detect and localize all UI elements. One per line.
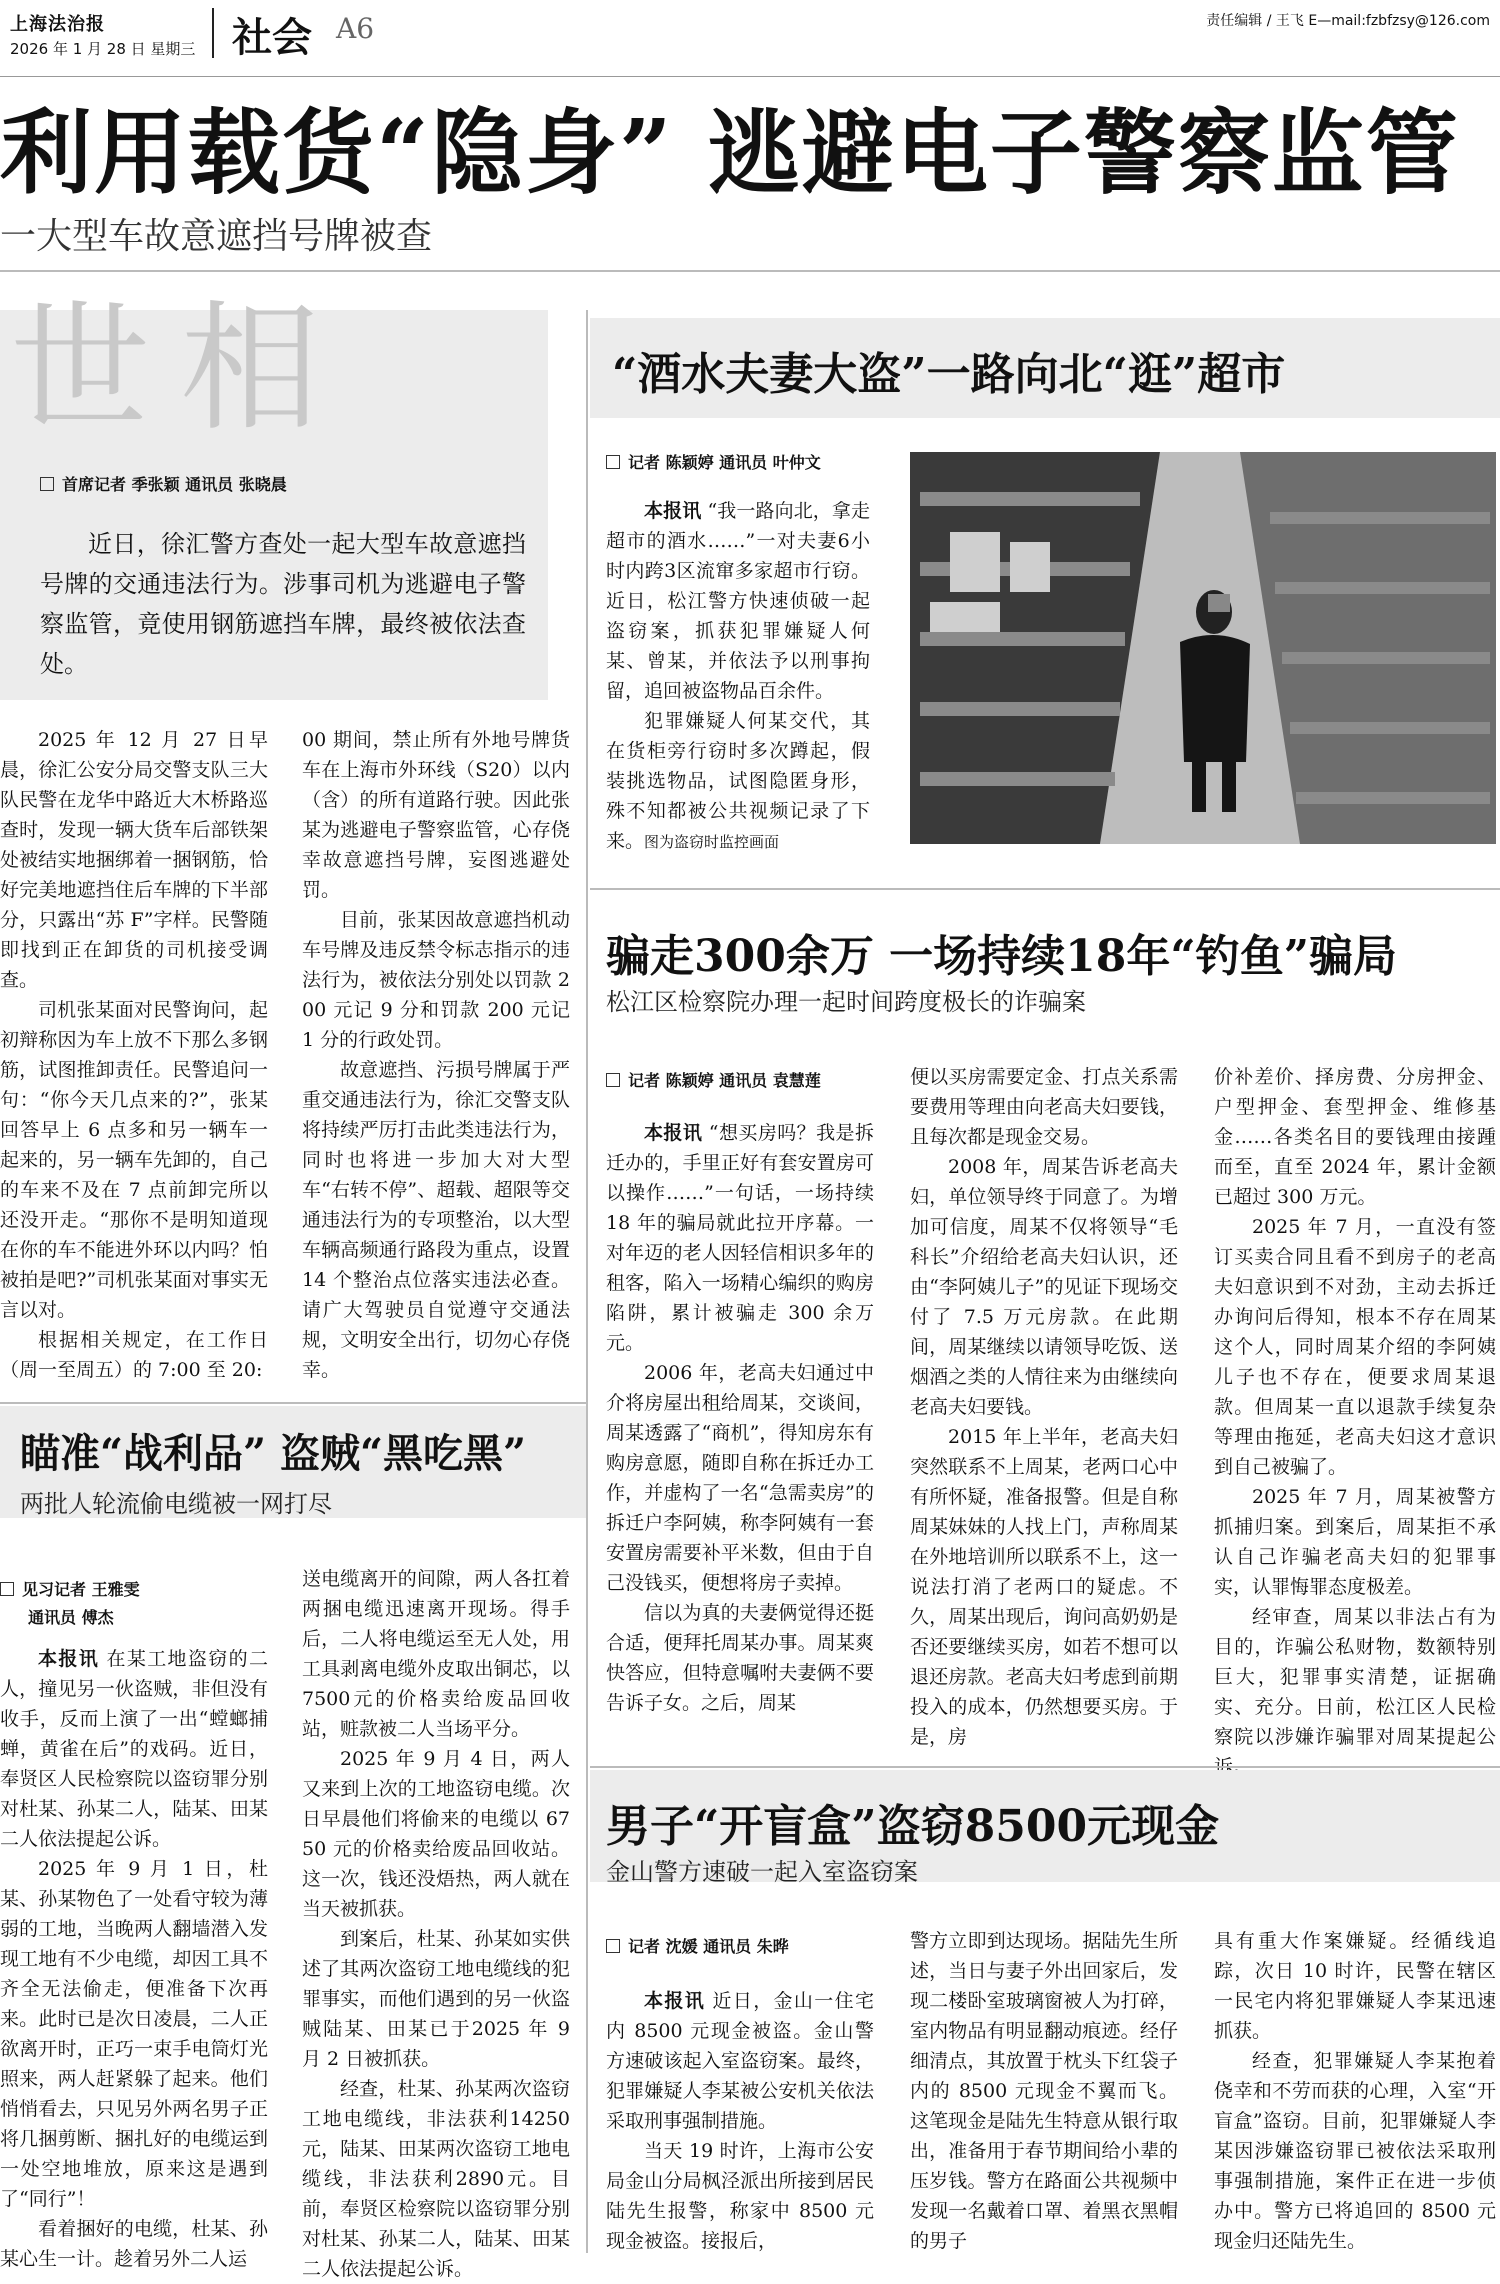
paragraph: 根据相关规定，在工作日（周一至周五）的 7:00 至 20: xyxy=(0,1329,268,1381)
a5-col2 xyxy=(910,1926,1178,2256)
a2-byline: 记者 陈颖婷 通讯员 叶仲文 xyxy=(606,450,821,473)
paragraph: 本报讯 在某工地盗窃的二人，撞见另一伙盗贼，非但没有收手，反而上演了一出“螳螂捕蝉，黄雀在后”的戏码。近日，奉贤区人民检察院以盗窃罪分别对杜某、孙某二人，陆某、田某二人依法提起公诉。 xyxy=(0,1648,268,1850)
paragraph: 信以为真的夫妻俩觉得还挺合适，便拜托周某办事。周某爽快答应，但特意嘱咐夫妻俩不要告诉子女。之后，周某 xyxy=(606,1602,874,1714)
surveillance-photo xyxy=(910,452,1496,844)
a1-col2 xyxy=(302,725,570,1385)
section-rule xyxy=(0,1402,586,1404)
paragraph: 经查，犯罪嫌疑人李某抱着侥幸和不劳而获的心理，入室“开盲盒”盗窃。目前，犯罪嫌疑人李某因涉嫌盗窃罪已被依法采取刑事强制措施，案件正在进一步侦办中。警方已将追回的 8500 元现金归还陆先生。 xyxy=(1214,2050,1496,2252)
section-rule xyxy=(590,1766,1500,1768)
a4-byline: 记者 陈颖婷 通讯员 袁慧莲 xyxy=(606,1068,821,1091)
section-rule xyxy=(590,888,1500,890)
paragraph: 2025 年 12 月 27 日早晨，徐汇公安分局交警支队三大队民警在龙华中路近大木桥路巡查时，发现一辆大货车后部铁架处被结实地捆绑着一捆钢筋，恰好完美地遮挡住后车牌的下半部分，只露出“苏 F”字样。民警随即找到正在卸货的司机接受调查。 xyxy=(0,729,268,991)
paragraph: 2025 年 7 月，一直没有签订买卖合同且看不到房子的老高夫妇意识到不对劲，主动去拆迁办询问后得知，根本不存在周某这个人，同时周某介绍的李阿姨儿子也不存在，便要求周某退款。但周某一直以退款手续复杂等理由拖延，老高夫妇这才意识到自己被骗了。 xyxy=(1214,1216,1496,1478)
paragraph: 经查，杜某、孙某两次盗窃工地电缆线，非法获利14250元，陆某、田某两次盗窃工地电缆线，非法获利2890元。目前，奉贤区检察院以盗窃罪分别对杜某、孙某二人，陆某、田某二人依法提起公诉。 xyxy=(302,2078,570,2280)
a3-byline: 见习记者 王雅雯 通讯员 傅杰 xyxy=(0,1576,140,1632)
a1-byline: 首席记者 季张颖 通讯员 张晓晨 xyxy=(40,472,287,495)
box-icon xyxy=(606,1073,620,1087)
paragraph: 便以买房需要定金、打点关系需要费用等理由向老高夫妇要钱，且每次都是现金交易。 xyxy=(910,1066,1178,1148)
paragraph: 警方立即到达现场。据陆先生所述，当日与妻子外出回家后，发现二楼卧室玻璃窗被人为打碎，室内物品有明显翻动痕迹。经仔细清点，其放置于枕头下红袋子内的 8500 元现金不翼而飞。这笔现金是陆先生特意从银行取出，准备用于春节期间给小辈的压岁钱。警方在路面公共视频中发现一名戴着口罩、着黑衣黑帽的男子 xyxy=(910,1930,1178,2252)
a5-byline: 记者 沈媛 通讯员 朱晔 xyxy=(606,1934,789,1957)
page-number: A6 xyxy=(336,12,375,45)
box-icon xyxy=(40,477,54,491)
paragraph: 00 期间，禁止所有外地号牌货车在上海市外环线（S20）以内（含）的所有道路行驶。因此张某为逃避电子警察监管，心存侥幸故意遮挡号牌，妄图逃避处罚。 xyxy=(302,729,570,901)
paragraph: 2025 年 9 月 1 日，杜某、孙某物色了一处看守较为薄弱的工地，当晚两人翻墙潜入发现工地有不少电缆，却因工具不齐全无法偷走，便准备下次再来。此时已是次日凌晨，二人正欲离开时，正巧一束手电筒灯光照来，两人赶紧躲了起来。他们悄悄看去，只见另外两名男子正将几捆剪断、捆扎好的电缆运到一处空地堆放，原来这是遇到了“同行”！ xyxy=(0,1858,268,2210)
a5-subtitle: 金山警方速破一起入室盗窃案 xyxy=(606,1858,918,1886)
a4-col2 xyxy=(910,1062,1178,1752)
paragraph: 本报讯 近日，金山一住宅内 8500 元现金被盗。金山警方速破该起入室盗窃案。最终，犯罪嫌疑人李某被公安机关依法采取刑事强制措施。 xyxy=(606,1990,874,2132)
box-icon xyxy=(0,1582,14,1596)
a5-title: 男子“开盲盒”盗窃8500元现金 xyxy=(606,1801,1220,1852)
box-icon xyxy=(606,455,620,469)
paragraph: 2006 年，老高夫妇通过中介将房屋出租给周某，交谈间，周某透露了“商机”，得知房东有购房意愿，随即自称在拆迁办工作，并虚构了一名“急需卖房”的拆迁户李阿姨，称李阿姨有一套安置房需要补平米数，但由于自己没钱买，便想将房子卖掉。 xyxy=(606,1362,874,1594)
a3-col1 xyxy=(0,1644,268,2274)
paragraph: 价补差价、择房费、分房押金、户型押金、套型押金、维修基金……各类名目的要钱理由接踵而至，直至 2024 年，累计金额已超过 300 万元。 xyxy=(1214,1066,1496,1208)
editor-credit: 责任编辑 / 王飞 E—mail:fzbfzsy@126.com xyxy=(1206,13,1490,29)
a5-col3 xyxy=(1214,1926,1496,2256)
a3-col2 xyxy=(302,1564,570,2284)
a3-title: 瞄准“战利品” 盗贼“黑吃黑” xyxy=(20,1430,526,1477)
column-mark: 世相 xyxy=(10,288,351,451)
a2-body xyxy=(606,496,870,857)
a4-title: 骗走300余万 一场持续18年“钓鱼”骗局 xyxy=(606,931,1398,982)
a4-col1 xyxy=(606,1118,874,1718)
a1-lead: 近日，徐汇警方查处一起大型车故意遮挡号牌的交通违法行为。涉事司机为逃避电子警察监管，竟使用钢筋遮挡车牌，最终被依法查处。 xyxy=(40,530,526,678)
paragraph: 经审查，周某以非法占有为目的，诈骗公私财物，数额特别巨大，犯罪事实清楚，证据确实、充分。日前，松江区人民检察院以涉嫌诈骗罪对周某提起公 xyxy=(1214,1606,1496,1748)
newspaper-name: 上海法治报 xyxy=(10,14,105,35)
box-icon xyxy=(606,1939,620,1953)
a5-col1 xyxy=(606,1986,874,2256)
a1-col1 xyxy=(0,725,268,1385)
a4-col3 xyxy=(1214,1062,1496,1782)
a4-subtitle: 松江区检察院办理一起时间跨度极长的诈骗案 xyxy=(606,988,1086,1016)
paragraph: 司机张某面对民警询问，起初辩称因为车上放不下那么多钢筋，试图推卸责任。民警追问一句：“你今天几点来的?”，张某回答早上 6 点多和另一辆车一起来的，另一辆车先卸的，自己的车来不及在 7 点前卸完所以还没开走。“那你不是明知道现在你的车不能进外环以内吗？怕被拍是吧?”司机张某面对事实无言以对。 xyxy=(0,999,268,1321)
a3-subtitle: 两批人轮流偷电缆被一网打尽 xyxy=(20,1490,332,1518)
main-headline: 利用载货“隐身” 逃避电子警察监管 xyxy=(0,99,1460,207)
masthead-divider xyxy=(212,8,214,58)
paragraph: 目前，张某因故意遮挡机动车号牌及违反禁令标志指示的违法行为，被依法分别处以罚款 200 元记 9 分和罚款 200 元记 1 分的行政处罚。 xyxy=(302,909,570,1051)
paragraph: 当天 19 时许，上海市公安局金山分局枫泾派出所接到居民陆先生报警，称家中 8500 元现金被盗。接报后， xyxy=(606,2140,874,2252)
photo-illustration xyxy=(910,452,1496,844)
paragraph: 2025 年 9 月 4 日，两人又来到上次的工地盗窃电缆。次日早晨他们将偷来的电缆以 6750 元的价格卖给废品回收站。这一次，钱还没焐热，两人就在当天被抓获。 xyxy=(302,1748,570,1920)
a2-title: “酒水夫妻大盗”一路向北“逛”超市 xyxy=(612,349,1286,400)
issue-date: 2026 年 1 月 28 日 星期三 xyxy=(10,40,196,58)
paragraph: 到案后，杜某、孙某如实供述了其两次盗窃工地电缆线的犯罪事实，而他们遇到的另一伙盗贼陆某、田某已于2025 年 9 月 2 日被抓获。 xyxy=(302,1928,570,2070)
paragraph: 犯罪嫌疑人何某交代，其在货柜旁行窃时多次蹲起，假装挑选物品，试图隐匿身形，殊不知都被公共视频记录了下来。图为盗窃时监控画面 xyxy=(606,710,870,852)
paragraph: 看着捆好的电缆，杜某、孙某心生一计。趁着另外二人运 xyxy=(0,2218,268,2270)
paragraph: 2008 年，周某告诉老高夫妇，单位领导终于同意了。为增加可信度，周某不仅将领导“毛科长”介绍给老高夫妇认识，还由“李阿姨儿子”的见证下现场交付了 7.5 万元房款。在此期间，周某继续以请领导吃饭、送烟酒之类的人情往来为由继续向老高夫妇要钱。 xyxy=(910,1156,1178,1418)
paragraph: 2025 年 7 月，周某被警方抓捕归案。到案后，周某拒不承认自己诈骗老高夫妇的犯罪事实，认罪悔罪态度极差。 xyxy=(1214,1486,1496,1598)
top-rule xyxy=(0,76,1500,77)
paragraph: 本报讯 “想买房吗？我是拆迁办的，手里正好有套安置房可以操作……”一句话，一场持续 18 年的骗局就此拉开序幕。一对年迈的老人因轻信相识多年的租客，陷入一场精心编织的购房陷阱，累计被骗走 300 余万元。 xyxy=(606,1122,874,1354)
headline-rule xyxy=(0,270,1500,272)
photo-caption: 图为盗窃时监控画面 xyxy=(644,833,780,851)
paragraph: 送电缆离开的间隙，两人各扛着两捆电缆迅速离开现场。得手后，二人将电缆运至无人处，用工具剥离电缆外皮取出铜芯，以7500元的价格卖给废品回收站，赃款被二人当场平分。 xyxy=(302,1568,570,1740)
column-divider xyxy=(586,310,588,2253)
paragraph: 本报讯 “我一路向北，拿走超市的酒水……”一对夫妻6小时内跨3区流窜多家超市行窃。近日，松江警方快速侦破一起盗窃案，抓获犯罪嫌疑人何某、曾某，并依法予以刑事拘留，追回被盗物品百余件。 xyxy=(606,500,870,702)
paragraph: 故意遮挡、污损号牌属于严重交通违法行为，徐汇交警支队将持续严厉打击此类违法行为，同时也将进一步加大对大型车“右转不停”、超载、超限等交通违法行为的专项整治，以大型车辆高频通行路段为重点，设置 14 个整治点位落实违法必查。请广大驾驶员自觉遵守交通法规，文明安全出行，切勿心存侥幸。 xyxy=(302,1059,570,1381)
section-name: 社会 xyxy=(232,15,312,61)
main-subhead: 一大型车故意遮挡号牌被查 xyxy=(0,216,433,257)
paragraph: 2015 年上半年，老高夫妇突然联系不上周某，老两口心中有所怀疑，准备报警。但是自称周某妹妹的人找上门，声称周某在外地培训所以联系不上，这一说法打消了老两口的疑虑。不久，周某出现后，询问高奶奶是否还要继续买房，如若不想可以退还房款。老高夫妇考虑到前期投入的成本，仍然想要买房。于是，房 xyxy=(910,1426,1178,1748)
paragraph: 具有重大作案嫌疑。经循线追踪，次日 10 时许，民警在辖区一民宅内将犯罪嫌疑人李某迅速抓获。 xyxy=(1214,1930,1496,2042)
